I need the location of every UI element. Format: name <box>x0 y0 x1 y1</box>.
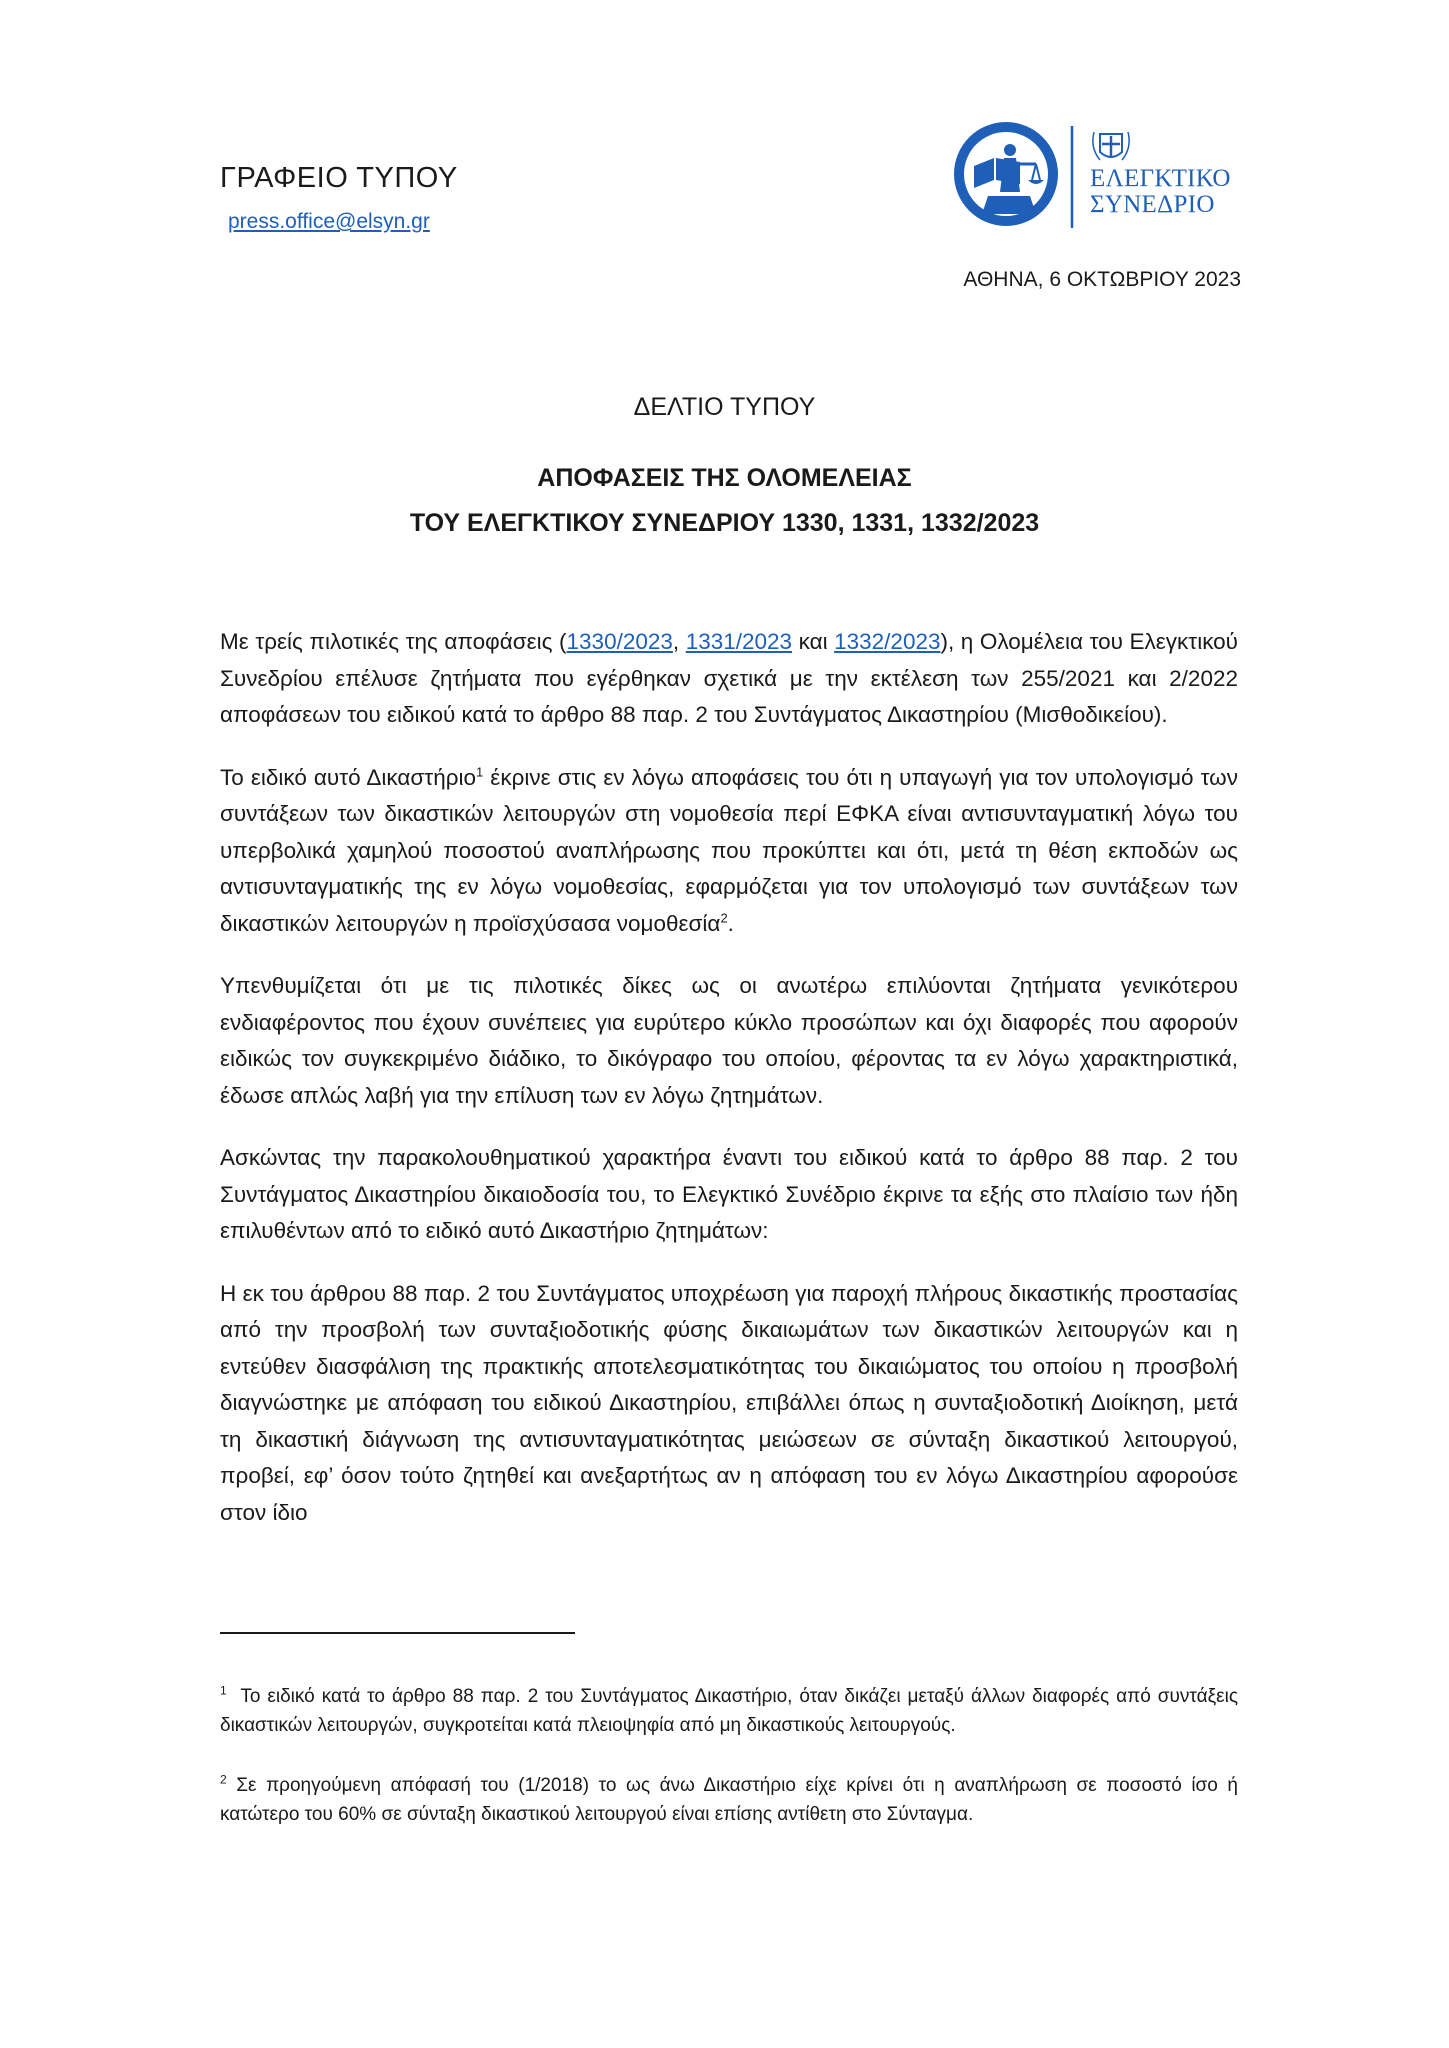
footnote-2-text: Σε προηγούμενη απόφασή του (1/2018) το ως άνω Δικαστήριο είχε κρίνει ότι η αναπλήρωση σε ποσοστό ίσο ή κατώτερο του 60% σε σύνταξη δικαστικού λειτουργού είναι επίσης αντίθετη στο Σύνταγμα. <box>220 1775 1238 1825</box>
paragraph-1-separator-2: και <box>792 629 835 654</box>
logo-wordmark-line2: ΣΥΝΕΔΡΙΟ <box>1090 191 1215 218</box>
footnote-1-marker: 1 <box>476 764 484 779</box>
paragraph-1 <box>220 624 1238 734</box>
headline-line1: ΑΠΟΦΑΣΕΙΣ ΤΗΣ ΟΛΟΜΕΛΕΙΑΣ <box>537 464 912 492</box>
headline <box>0 456 1449 546</box>
footnote-1 <box>220 1682 1238 1740</box>
press-office-title: ΓΡΑΦΕΙΟ ΤΥΠΟΥ <box>220 162 458 194</box>
decision-1331-link[interactable]: 1331/2023 <box>685 629 793 654</box>
body-text <box>220 624 1238 1557</box>
paragraph-2-text-c: . <box>727 910 734 936</box>
press-release-label: ΔΕΛΤΙΟ ΤΥΠΟΥ <box>633 393 816 421</box>
logo-wordmark-line1: ΕΛΕΓΚΤΙΚΟ <box>1090 165 1231 192</box>
paragraph-1-text-b: ), η Ολομέλεια του Ελεγκτικού Συνεδρίου επέλυσε ζητήματα που εγέρθηκαν σχετικά με την εκτέλεση των 255/2021 και 2/2022 αποφάσεων του ειδικού κατά το άρθρο 88 παρ. 2 του Συντάγματος Δικαστηρίου (Μισθοδικείου). <box>220 629 1238 727</box>
paragraph-2 <box>220 760 1238 943</box>
paragraph-2-text-a: Το ειδικό αυτό Δικαστήριο <box>220 764 477 790</box>
paragraph-5: Η εκ του άρθρου 88 παρ. 2 του Συντάγματος υποχρέωση για παροχή πλήρους δικαστικής προστασίας από την προσβολή των συνταξιοδοτικής φύσης δικαιωμάτων των δικαστικών λειτουργών και η εντεύθεν διασφάλιση της πρακτικής αποτελεσματικότητας του δικαιώματος του οποίου η προσβολή διαγνώστηκε με απόφαση του ειδικού Δικαστηρίου, επιβάλλει όπως η συνταξιοδοτική Διοίκηση, μετά τη δικαστική διάγνωση της αντισυνταγματικότητας μειώσεων σε σύνταξη δικαστικού λειτουργού, προβεί, εφ’ όσον τούτο ζητηθεί και ανεξαρτήτως αν η απόφαση του εν λόγω Δικαστηρίου αφορούσε στον ίδιο <box>220 1280 1238 1525</box>
footnote-separator <box>220 1632 575 1634</box>
paragraph-3: Υπενθυμίζεται ότι με τις πιλοτικές δίκες ως οι ανωτέρω επιλύονται ζητήματα γενικότερου ενδιαφέροντος που έχουν συνέπειες για ευρύτερο κύκλο προσώπων και όχι διαφορές που αφορούν ειδικώς τον συγκεκριμένο διάδικο, το δικόγραφο του οποίου, φέροντας τα εν λόγω χαρακτηριστικά, έδωσε απλώς λαβή για την επίλυση των εν λόγω ζητημάτων. <box>220 973 1238 1108</box>
footnote-1-number: 1 <box>220 1683 227 1698</box>
footnotes <box>220 1682 1238 1860</box>
footnote-1-text: Το ειδικό κατά το άρθρο 88 παρ. 2 του Συντάγματος Δικαστήριο, όταν δικάζει μεταξύ άλλων διαφορές από συντάξεις δικαστικών λειτουργών, συγκροτείται κατά πλειοψηφία από μη δικαστικούς λειτουργούς. <box>220 1686 1239 1736</box>
paragraph-2-text-b: έκρινε στις εν λόγω αποφάσεις του ότι η υπαγωγή για τον υπολογισμό των συντάξεων των δικαστικών λειτουργών στη νομοθεσία περί ΕΦΚΑ είναι αντισυνταγματική λόγω του υπερβολικά χαμηλού ποσοστού αναπλήρωσης που προκύπτει και ότι, μετά τη θέση εκποδών ως αντισυνταγματικής της εν λόγω νομοθεσίας, εφαρμόζεται για τον υπολογισμό των συντάξεων των δικαστικών λειτουργών η προϊσχύσασα νομοθεσία <box>220 764 1238 936</box>
decision-1332-link[interactable]: 1332/2023 <box>834 629 941 654</box>
place-and-date: ΑΘΗΝΑ, 6 ΟΚΤΩΒΡΙΟΥ 2023 <box>963 268 1241 291</box>
logo-wordmark <box>1090 166 1240 218</box>
court-of-audit-logo <box>950 118 1240 238</box>
headline-line2: ΤΟΥ ΕΛΕΓΚΤΙΚΟΥ ΣΥΝΕΔΡΙΟΥ 1330, 1331, 1332/2023 <box>409 509 1040 537</box>
press-office-email-link[interactable]: press.office@elsyn.gr <box>228 210 430 233</box>
paragraph-4: Ασκώντας την παρακολουθηματικού χαρακτήρα έναντι του ειδικού κατά το άρθρο 88 παρ. 2 του Συντάγματος Δικαστηρίου δικαιοδοσία του, το Ελεγκτικό Συνέδριο έκρινε τα εξής στο πλαίσιο των ήδη επιλυθέντων από το ειδικό αυτό Δικαστήριο ζητημάτων: <box>220 1145 1238 1243</box>
footnote-2-marker: 2 <box>720 910 728 925</box>
paragraph-1-text-a: Με τρείς πιλοτικές της αποφάσεις ( <box>220 629 567 654</box>
footnote-2-number: 2 <box>220 1772 227 1787</box>
footnote-2 <box>220 1771 1238 1829</box>
paragraph-1-separator-1: , <box>672 629 686 654</box>
decision-1330-link[interactable]: 1330/2023 <box>566 629 673 654</box>
